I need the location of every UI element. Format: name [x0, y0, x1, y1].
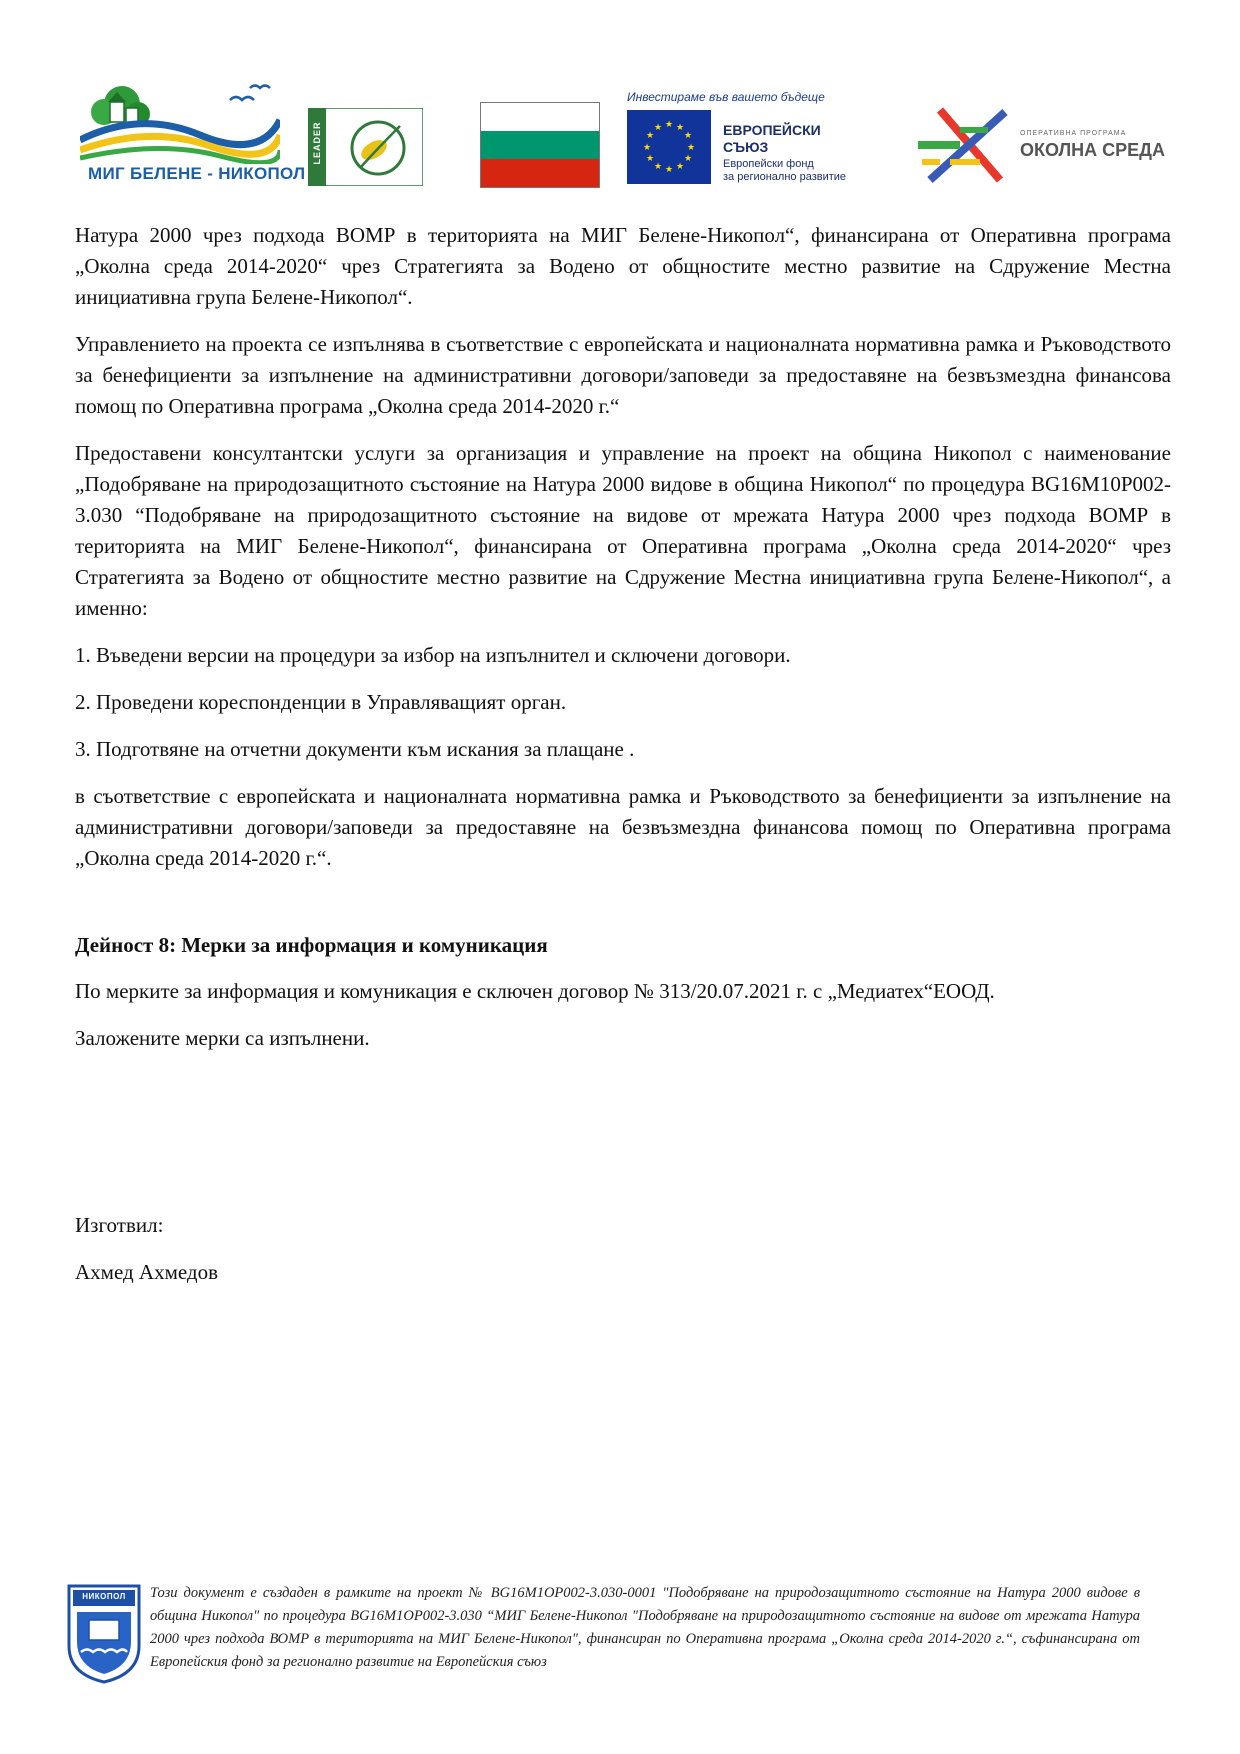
eu-name-line1: ЕВРОПЕЙСКИ	[723, 122, 821, 138]
svg-text:★: ★	[683, 131, 693, 141]
svg-text:★: ★	[675, 123, 685, 133]
svg-text:★: ★	[686, 143, 696, 153]
okolna-sreda-subtitle: ОПЕРАТИВНА ПРОГРАМА	[1020, 130, 1127, 137]
prepared-by-name: Ахмед Ахмедов	[75, 1260, 219, 1284]
okolna-sreda-logo	[910, 100, 1170, 190]
prepared-by-label: Изготвил:	[75, 1213, 164, 1237]
paragraph-4: в съответствие с европейската и националната нормативна рамка и Ръководството за бенефициенти за изпълнение на административни договори/заповеди за предоставяне на безвъзмездна финансова помощ по Оперативна програма „Околна среда 2014-2020 г.“.	[75, 784, 1171, 870]
leader-logo-text: LEADER	[312, 121, 322, 165]
leader-emblem-icon	[308, 108, 423, 186]
svg-text:★: ★	[664, 120, 674, 130]
leader-logo	[308, 108, 423, 186]
svg-text:★: ★	[675, 162, 685, 172]
section-heading: Дейност 8: Мерки за информация и комуникация	[75, 933, 548, 957]
eu-fund-line1: Европейски фонд	[723, 158, 814, 170]
svg-text:★: ★	[645, 131, 655, 141]
nikopol-crest	[65, 1582, 143, 1684]
okolna-sreda-emblem-icon	[910, 100, 1015, 190]
eu-stars-icon	[627, 110, 711, 184]
flag-red-stripe	[481, 159, 599, 187]
footer-disclaimer: Този документ е създаден в рамките на проект № BG16M1OP002-3.030-0001 "Подобряване на природозащитното състояние на Натура 2000 видове в община Никопол" по процедура BG16M1OP002-3.030 “МИГ Белене-Никопол "Подобряване на природозащитното състояние на видове от мрежата Натура 2000 чрез подхода ВОМР в територията на МИГ Белене-Никопол", финансиран по Оперативна програма „Околна среда 2014-2020 г.“, съфинансирана от Европейския фонд за регионално развитие на Европейския съюз	[150, 1585, 1140, 1670]
spacer	[75, 1070, 1171, 1210]
flag-green-stripe	[481, 131, 599, 159]
eu-fund-name	[723, 158, 846, 184]
eu-name-line2: СЪЮЗ	[723, 139, 769, 155]
eu-fund-logo	[625, 90, 885, 200]
mig-logo-text: МИГ БЕЛЕНЕ - НИКОПОЛ	[88, 164, 306, 183]
document-body	[75, 220, 1171, 1304]
mig-landscape-icon	[80, 80, 280, 164]
svg-text:★: ★	[683, 154, 693, 164]
okolna-sreda-title: ОКОЛНА СРЕДА	[1020, 140, 1166, 160]
list-item-1: 1. Въведени версии на процедури за избор на изпълнител и сключени договори.	[75, 643, 791, 667]
crest-label: НИКОПОЛ	[82, 1592, 126, 1601]
eu-fund-line2: за регионално развитие	[723, 171, 847, 183]
eu-tagline: Инвестираме във вашето бъдеще	[627, 90, 825, 104]
svg-text:★: ★	[645, 154, 655, 164]
paragraph-6: Заложените мерки са изпълнени.	[75, 1026, 370, 1050]
list-item-3: 3. Подготвяне на отчетни документи към искания за плащане .	[75, 737, 635, 761]
svg-text:★: ★	[642, 143, 652, 153]
svg-text:★: ★	[653, 162, 663, 172]
paragraph-5: По мерките за информация и комуникация е сключен договор № 313/20.07.2021 г. с „Медиатех“ЕООД.	[75, 979, 995, 1003]
mig-logo	[80, 80, 306, 190]
paragraph-2: Управлението на проекта се изпълнява в съответствие с европейската и националната нормативна рамка и Ръководството за бенефициенти за изпълнение на административни договори/заповеди за предоставяне на безвъзмездна финансова помощ по Оперативна програма „Околна среда 2014-2020 г.“	[75, 332, 1171, 418]
svg-text:★: ★	[653, 123, 663, 133]
paragraph-1: Натура 2000 чрез подхода ВОМР в територията на МИГ Белене-Никопол“, финансирана от Оперативна програма „Околна среда 2014-2020“ чрез Стратегията за Водено от общностите местно развитие на Сдружение Местна инициативна група Белене-Никопол“.	[75, 223, 1171, 309]
eu-name	[723, 122, 821, 156]
bulgarian-flag	[480, 102, 600, 188]
header-logos	[80, 80, 1170, 200]
svg-text:★: ★	[664, 165, 674, 175]
paragraph-3: Предоставени консултантски услуги за организация и управление на проект на община Никопол с наименование „Подобряване на природозащитното състояние на Натура 2000 видове в община Никопол“ по процедура BG16M10P002-3.030 “Подобряване на природозащитното състояние на видове от мрежата Натура 2000 чрез подхода ВОМР в територията на МИГ Белене-Никопол“, финансирана от Оперативна програма „Околна среда 2014-2020“ чрез Стратегията за Водено от общностите местно развитие на Сдружение Местна инициативна група Белене-Никопол“, а именно:	[75, 441, 1171, 620]
list-item-2: 2. Проведени кореспонденции в Управляващият орган.	[75, 690, 567, 714]
spacer	[75, 890, 1171, 930]
flag-white-stripe	[481, 103, 599, 131]
eu-flag	[627, 110, 711, 184]
footer	[62, 1582, 1142, 1692]
